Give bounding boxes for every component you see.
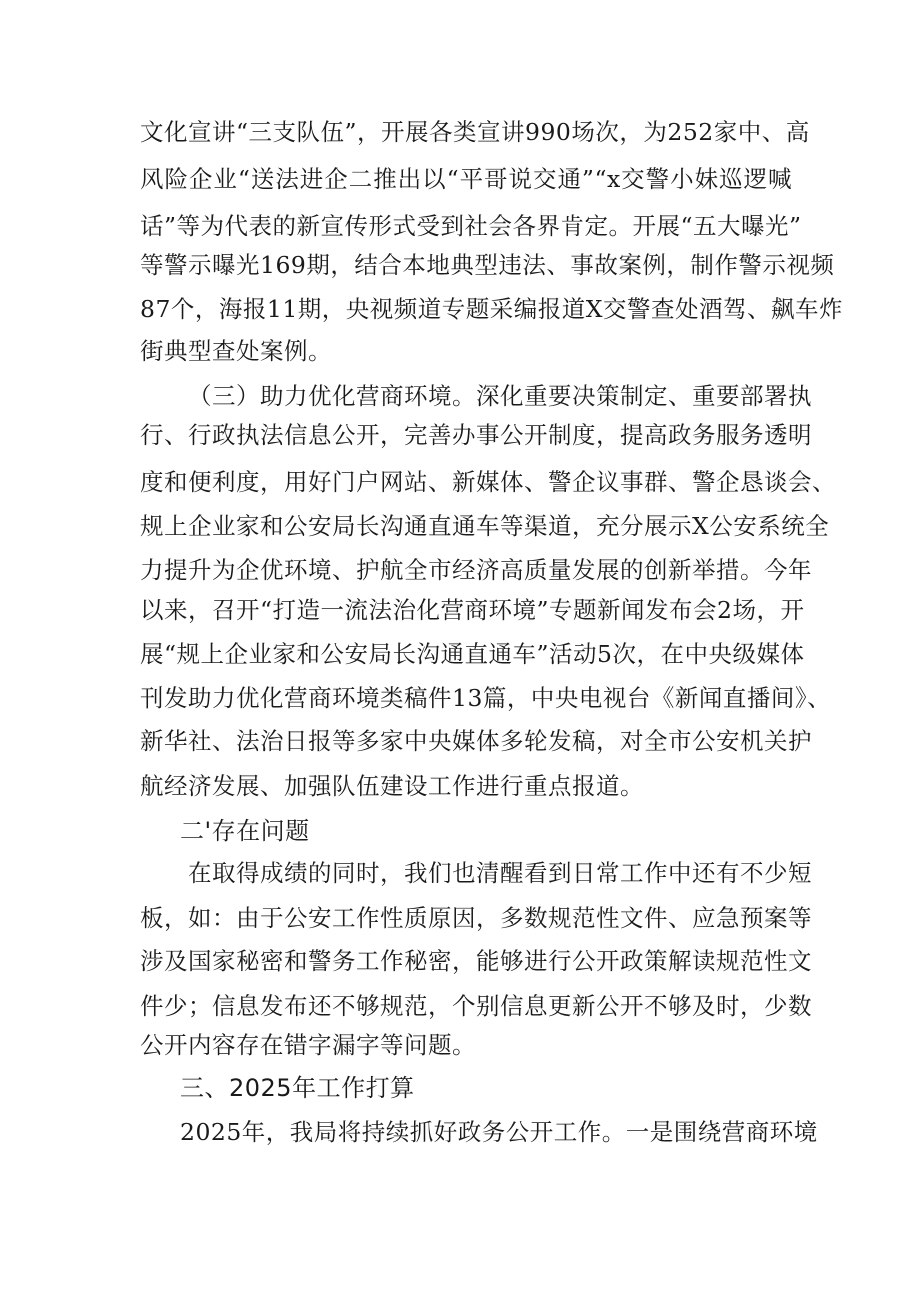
text-line: 新华社、法治日报等多家中央媒体多轮发稿，对全市公安机关护 [140,727,812,755]
text-line: 件少；信息发布还不够规范，个别信息更新公开不够及时，少数 [140,992,812,1020]
section-heading: 三、2025年工作打算 [180,1074,415,1102]
text-line: 话”等为代表的新宣传形式受到社会各界肯定。开展“五大曝光” [140,212,802,240]
text-line: 街典型查处案例。 [140,337,332,365]
text-line: 规上企业家和公安局长沟通直通车等渠道，充分展示X公安系统全 [140,512,830,540]
text-line: 板，如：由于公安工作性质原因，多数规范性文件、应急预案等 [140,904,812,932]
text-line: 航经济发展、加强队伍建设工作进行重点报道。 [140,772,644,800]
text-line: 文化宣讲“三支队伍”，开展各类宣讲990场次，为252家中、高 [140,118,810,146]
text-line: 刊发助力优化营商环境类稿件13篇，中央电视台《新闻直播间》、 [140,684,832,712]
text-line: 2025年，我局将持续抓好政务公开工作。一是围绕营商环境 [180,1118,818,1146]
text-line: 等警示曝光169期，结合本地典型违法、事故案例，制作警示视频 [140,251,835,279]
text-line: 公开内容存在错字漏字等问题。 [140,1031,476,1059]
text-line: 度和便利度，用好门户网站、新媒体、警企议事群、警企恳谈会、 [140,468,836,496]
text-line: 展“规上企业家和公安局长沟通直通车”活动5次，在中央级媒体 [140,640,805,668]
section-heading: 二'存在问题 [180,817,310,845]
text-line: 涉及国家秘密和警务工作秘密，能够进行公开政策解读规范性文 [140,947,812,975]
text-line: 力提升为企优环境、护航全市经济高质量发展的创新举措。今年 [140,556,812,584]
text-line: （三）助力优化营商环境。深化重要决策制定、重要部署执 [188,382,812,410]
text-line: 以来，召开“打造一流法治化营商环境”专题新闻发布会2场，开 [140,596,805,624]
text-line: 风险企业“送法进企二推出以“平哥说交通”“x交警小妹巡逻喊 [140,165,792,193]
text-line: 在取得成绩的同时，我们也清醒看到日常工作中还有不少短 [188,859,812,887]
text-line: 行、行政执法信息公开，完善办事公开制度，提高政务服务透明 [140,421,812,449]
text-line: 87个，海报11期，央视频道专题采编报道X交警查处酒驾、飙车炸 [140,295,844,323]
